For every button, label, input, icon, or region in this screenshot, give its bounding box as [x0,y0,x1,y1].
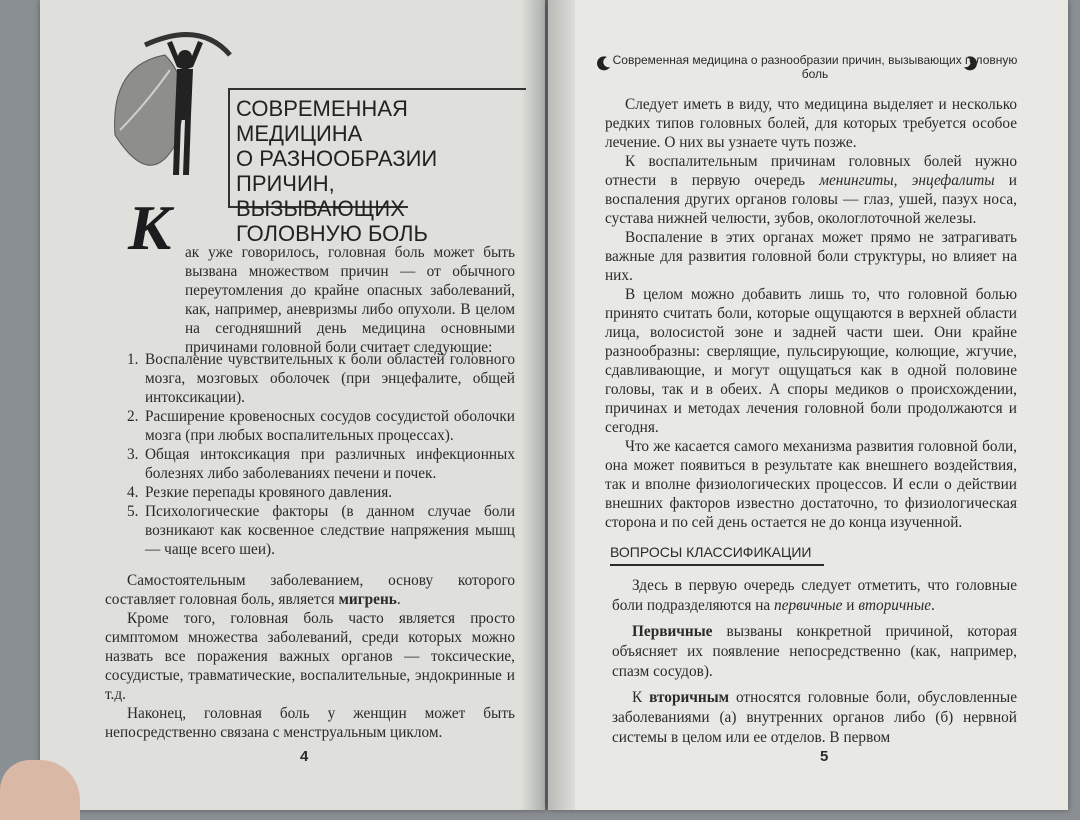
classification-body [612,576,1017,754]
left-body-continued [105,571,515,742]
title-frame-left [228,88,230,206]
list-item [105,407,515,445]
chapter-title-line: ВЫЗЫВАЮЩИХ [236,196,405,221]
list-number: 4. [127,484,139,501]
paragraph: Следует иметь в виду, что медицина выделяет и несколько редких типов головных болей, для которых требуется особое лечение. О них вы узнаете чуть позже. [605,96,1017,151]
book-gutter [520,0,575,810]
paragraph [612,688,1017,748]
italic-term: первичные [774,597,843,614]
text-run: и воспаления других органов головы — глаз, ушей, пазух носа, сустава нижней челюсти, зубов, окологлоточной железы. [605,172,1017,227]
paragraph: Воспаление в этих органах может прямо не затрагивать важные для развития головной боли структуры, но влияет на них. [605,229,1017,284]
list-text: Резкие перепады кровяного давления. [145,484,393,501]
list-number: 3. [127,446,139,463]
drop-cap: К [128,192,172,263]
text-run: . [930,597,935,614]
title-frame-top [228,88,526,90]
page-number-left: 4 [300,748,309,765]
list-item [105,350,515,407]
causes-list [105,350,515,559]
running-head: Современная медицина о разнообразии причин, вызывающих головную боль [612,53,1018,81]
bold-term: вторичным [649,689,730,706]
intro-paragraph: ак уже говорилось, головная боль может быть вызвана множеством причин — от обычного переутомления до крайне опасных заболеваний, как, например, аневризмы либо опухоли. В целом на сегодняшний день медицина основными причинами головной боли считает следующие: [185,244,515,356]
list-item [105,483,515,502]
text-run: К воспалительным причинам головных болей нужно отнести в первую очередь [605,153,1017,189]
left-body [105,243,515,357]
chapter-title-line: СОВРЕМЕННАЯ МЕДИЦИНА [236,96,408,146]
paragraph [605,152,1017,228]
text-run: Самостоятельным заболеванием, основу которого составляет головная боль, является [105,572,515,608]
chapter-logo-icon [105,25,235,195]
italic-term: менингиты, энцефалиты [819,172,995,189]
text-run: вызваны конкретной причиной, которая объясняет их появление непосредственно (как, например, спазм сосудов). [612,623,1017,680]
list-text: Психологические факторы (в данном случае боли возникают как косвенное следствие напряжения мышц — чаще всего шеи). [145,503,515,558]
text-run: относятся головные боли, обусловленные заболеваниями (а) внутренних органов либо (б) нервной системы в целом или ее отделов. В первом [612,689,1017,746]
right-body [605,95,1017,532]
text-run: Здесь в первую очередь следует отметить, что головные боли подразделяются на [612,577,1017,614]
chapter-title-line: О РАЗНООБРАЗИИ ПРИЧИН, [236,146,438,196]
paragraph [612,576,1017,616]
text-run: К [632,689,650,706]
paragraph: В целом можно добавить лишь то, что головной болью принято считать боли, которые ощущаются в верхней области лица, волосистой зоне и задней части шеи. Они крайне разнообразны: сверлящие, пульсирующие, колющие, жгучие, сдавливающие, и могут ощущаться как в одной половине головы, так и в обеих. А споры медиков о происхождении, причинах и методах лечения головной боли продолжаются и сегодня. [605,286,1017,436]
list-text: Воспаление чувствительных к боли областей головного мозга, мозговых оболочек (при энцефалите, общей интоксикации). [145,351,515,406]
text-run: и [842,597,859,614]
chapter-title [236,96,526,246]
list-text: Расширение кровеносных сосудов сосудистой оболочки мозга (при любых воспалительных процессах). [145,408,515,444]
list-item [105,445,515,483]
page-number-right: 5 [820,748,829,765]
list-number: 1. [127,351,139,368]
paragraph: Что же касается самого механизма развития головной боли, она может появиться в результате как внешнего воздействия, так и вполне физиологических процессов. И если о действии внешних факторов известно достаточно, то физиологическая сторона и по сей день остается не до конца изученной. [605,438,1017,531]
paragraph [612,622,1017,682]
bold-term: Первичные [632,623,713,640]
bold-term: мигрень [338,591,397,608]
migraine-paragraph [105,571,515,609]
list-text: Общая интоксикация при различных инфекционных болезнях либо заболеваниях печени и почек. [145,446,515,482]
list-number: 2. [127,408,139,425]
text-run: . [396,591,401,608]
italic-term: вторичные [858,597,931,614]
chapter-title-line: ГОЛОВНУЮ БОЛЬ [236,221,428,246]
list-number: 5. [127,503,139,520]
symptom-paragraph: Кроме того, головная боль часто является просто симптомом множества заболеваний, среди которых можно назвать все поражения важных органов — токсические, сосудистые, травматические, воспалительные, эндокринные и т.д. [105,610,515,703]
women-paragraph: Наконец, головная боль у женщин может быть непосредственно связана с менструальным циклом. [105,705,515,741]
list-item [105,502,515,559]
section-heading: ВОПРОСЫ КЛАССИФИКАЦИИ [610,544,824,566]
